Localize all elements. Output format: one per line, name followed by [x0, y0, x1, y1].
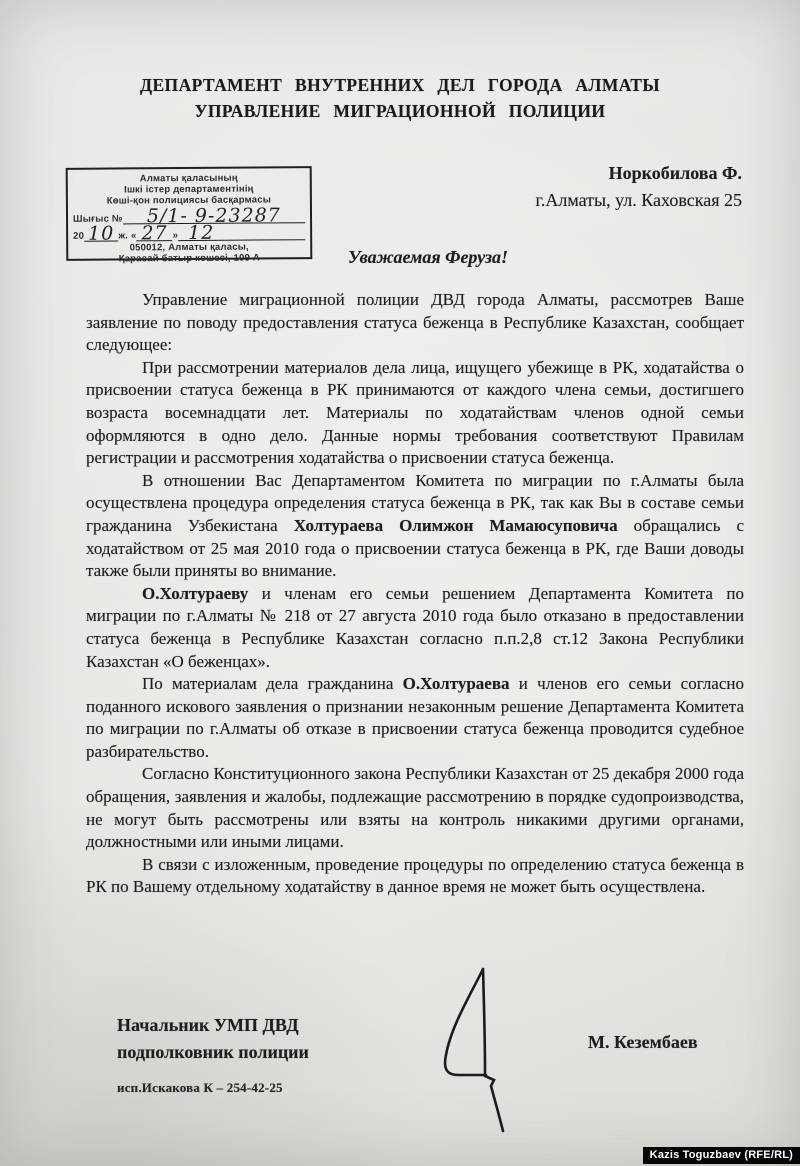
stamp-date-row: [73, 221, 305, 245]
stamp-day-handwritten: 27: [136, 227, 172, 241]
signatory-titles: [117, 1012, 309, 1066]
paragraph: В связи с изложенным, проведение процедуры по определению статуса беженца в РК по Вашему отдельному ходатайству в данное время не может быть осуществлена.: [86, 854, 744, 897]
letterhead: [0, 72, 800, 124]
stamp-org-line-3: Көші-қон полициясы басқармасы: [106, 194, 272, 207]
stamp-year-handwritten: 10: [84, 227, 118, 241]
paragraph: При рассмотрении материалов дела лица, ищущего убежище в РК, ходатайства о присвоении статуса беженца в РК принимаются от каждого члена семьи, достигшего возраста восемнадцати лет. Материалы по ходатайствам членов одной семьи оформляются в одно дело. Данные нормы требования соответствуют Правилам регистрации и рассмотрения ходатайства о присвоении статуса беженца.: [86, 357, 744, 468]
paragraph: Согласно Конституционного закона Республики Казахстан от 25 декабря 2000 года обращения, заявления и жалобы, подлежащие рассмотрению в порядке судопроизводства, не могут быть рассмотрены или взяты на контроль никакими другими органами, должностными или иными лицами.: [86, 764, 744, 852]
letterhead-line-2: УПРАВЛЕНИЕ МИГРАЦИОННОЙ ПОЛИЦИИ: [194, 101, 606, 121]
letter-body: [86, 289, 744, 899]
stamp-day-close: »: [172, 230, 179, 242]
photo-credit-badge: Kazis Toguzbaev (RFE/RL): [643, 1147, 800, 1164]
signatory-title-line-2: подполковник полиции: [117, 1042, 309, 1062]
paragraph: Управление миграционной полиции ДВД города Алматы, рассмотрев Ваше заявление по поводу предоставления статуса беженца в Республике Казахстан, сообщает следующее:: [86, 290, 744, 355]
paragraph: В отношении Вас Департаментом Комитета по миграции по г.Алматы была осуществлена процедура определения статуса беженца в РК, так как Вы в составе семьи гражданина Узбекистана Холтураева Олимжон Мамаюсуповича обращались с ходатайством от 25 мая 2010 года о присвоении статуса беженца в РК, где Ваши доводы также были приняты во внимание.: [86, 470, 744, 581]
recipient-address: г.Алматы, ул. Каховская 25: [535, 190, 742, 210]
handwritten-signature: [438, 962, 512, 1138]
paragraph: По материалам дела гражданина О.Холтураева и членов его семьи согласно поданного искового заявления о признании незаконным решение Департамента Комитета по миграции по г.Алматы об отказе в присвоении статуса беженца проводится судебное разбирательство.: [86, 674, 744, 761]
stamp-year-prefix: 20: [73, 230, 85, 242]
recipient-name: Норкобилова Ф.: [608, 163, 742, 183]
recipient-block: [536, 160, 742, 214]
stamp-org-line-2: Ішкі істер департаментінің: [124, 183, 254, 196]
signatory-title-line-1: Начальник УМП ДВД: [117, 1015, 299, 1035]
stamp-address-line-1: 050012, Алматы қаласы,: [129, 241, 249, 254]
stamp-outgoing-label: Шығыс №: [72, 213, 123, 225]
stamp-org-line-1: Алматы қаласының: [139, 172, 238, 185]
salutation: Уважаемая Феруза!: [348, 247, 508, 267]
paragraph: О.Холтураеву и членам его семьи решением Департамента Комитета по миграции по г.Алматы № 218 от 27 августа 2010 года было отказано в предоставлении статуса беженца в Республике Казахстан согласно п.п.2,8 ст.12 Закона Республики Казахстан «О беженцах».: [86, 583, 744, 671]
signatory-name: М. Кезембаев: [588, 1032, 698, 1052]
stamp-outgoing-number-handwritten: 5/1- 9-23287: [123, 209, 305, 224]
stamp-address-line-2: Қарасай батыр көшесі, 109 А: [118, 252, 260, 265]
stamp-year-suffix: ж. «: [118, 230, 137, 242]
stamp-month-handwritten: 12: [178, 227, 224, 241]
letterhead-line-1: ДЕПАРТАМЕНТ ВНУТРЕННИХ ДЕЛ ГОРОДА АЛМАТЫ: [140, 75, 660, 95]
executor-note: исп.Искакова К – 254-42-25: [117, 1080, 283, 1095]
